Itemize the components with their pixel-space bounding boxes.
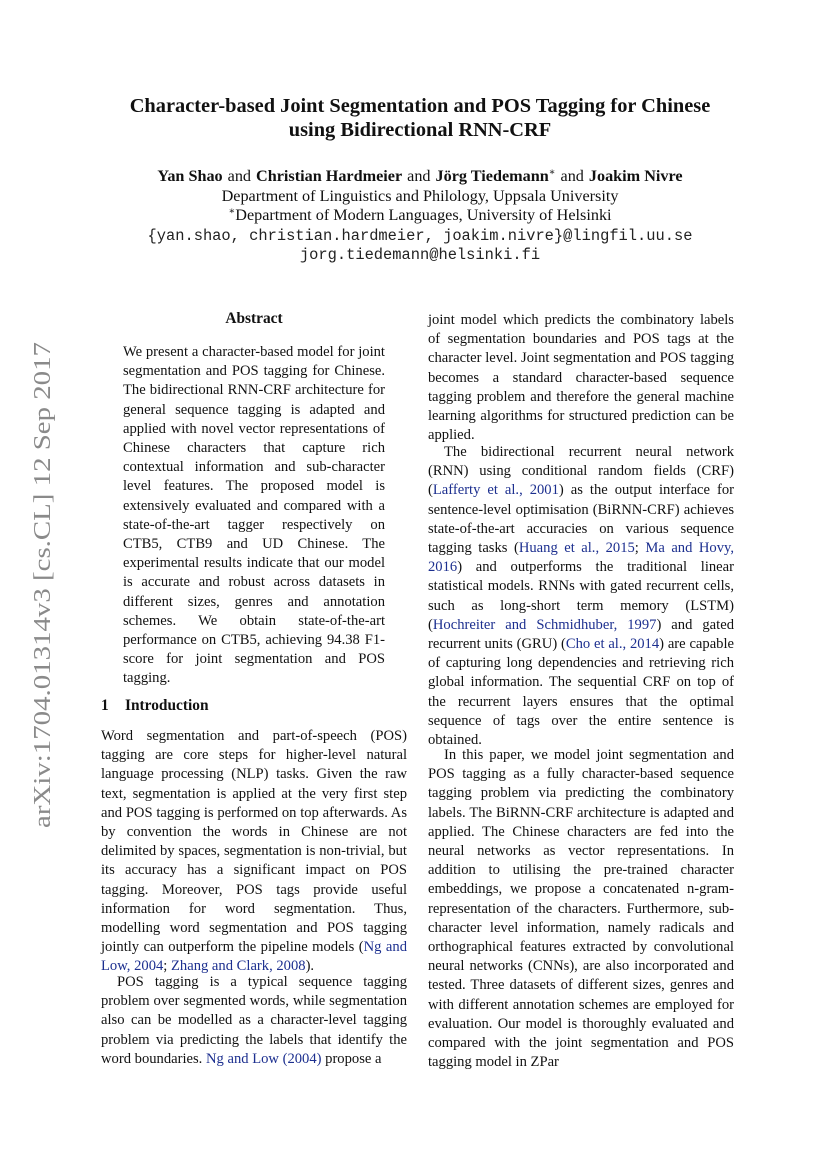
author-name: Christian Hardmeier: [256, 167, 403, 185]
citation-link[interactable]: Ng and Low, 2004: [101, 939, 407, 975]
right-paragraph-1: joint model which predicts the combinatory labels of segmentation boundaries and POS tags at the character level. Joint segmentation and POS tagging becomes a standard character-based sequence tagging problem and therefore the general machine learning algorithms for structured prediction can be applied.: [428, 312, 734, 444]
author-separator: and: [407, 167, 431, 185]
abstract-text: We present a character-based model for joint segmentation and POS tagging for Chinese. The bidirectional RNN-CRF architecture for general sequence tagging is adapted and applied with novel vector representations of Chinese characters that capture rich contextual information and sub-character level features. The proposed model is extensively evaluated and compared with a state-of-the-art tagger respectively on CTB5, CTB9 and UD Chinese. The experimental results indicate that our model is accurate and robust across datasets in different sizes, genres and annotation schemes. We obtain state-of-the-art performance on CTB5, achieving 94.38 F1-score for joint segmentation and POS tagging.: [123, 344, 385, 687]
right-p2-text: ) are capable of capturing long dependencies and retrieving rich global information. The sequential CRF on top of the recurrent layers ensures that the optimal sequence of tags over the entire sentence is obtained.: [428, 636, 734, 749]
arxiv-stamp: [20, 340, 60, 830]
section-title: Introduction: [125, 697, 209, 714]
affiliation-2: [100, 205, 740, 225]
author-name: Jörg Tiedemann: [435, 167, 549, 185]
intro-p2-text: POS tagging is a typical sequence tagging problem over segmented words, while segmentation also can be modelled as a character-level tagging problem via predicting the labels that identify the word boundaries.: [101, 974, 407, 1067]
abstract-heading: Abstract: [225, 310, 283, 327]
intro-p1-end: ).: [305, 958, 315, 975]
citation-link[interactable]: Lafferty et al., 2001: [432, 482, 559, 499]
affiliation-1: Department of Linguistics and Philology, Uppsala University: [221, 187, 619, 205]
intro-paragraph-1: [101, 727, 407, 977]
affiliation-mark: ∗: [228, 206, 236, 217]
right-p2-text: ) and gated recurrent units (GRU) (: [428, 616, 734, 653]
author-name: Joakim Nivre: [588, 167, 683, 185]
right-p2-text: ) and outperforms the traditional linear statistical models. RNNs with gated recurrent cells, such as long-short term memory (LSTM) (: [428, 559, 734, 633]
email-line-2: jorg.tiedemann@helsinki.fi: [299, 246, 541, 264]
section-number: 1: [101, 697, 109, 714]
author-list: [100, 166, 740, 186]
affiliation-2-text: Department of Modern Languages, University of Helsinki: [235, 206, 612, 224]
title-line-2: using Bidirectional RNN-CRF: [288, 119, 552, 141]
right-paragraph-3: In this paper, we model joint segmentation and POS tagging as a fully character-based sequence tagging problem via predicting the combinatory labels. The BiRNN-CRF architecture is adapted and applied. The Chinese characters are fed into the neural networks as vector representations. In addition to utilising the pre-trained character embeddings, we propose a concatenated n-gram-representation of the characters. Furthermore, sub-character level information, namely radicals and orthographical features extracted by convolutional neural networks (CNNs), are also incorporated and tested. Three datasets of different sizes, genres and with different annotation schemes are employed for evaluation. Our model is thoroughly evaluated and compared with the joint segmentation and POS tagging model in ZPar: [428, 747, 734, 1071]
intro-paragraph-2: [101, 973, 407, 1069]
intro-p2-end: propose a: [321, 1050, 382, 1067]
citation-link[interactable]: Hochreiter and Schmidhuber, 1997: [432, 616, 657, 633]
intro-p1-text: Word segmentation and part-of-speech (POS) tagging are core steps for higher-level natural language processing (NLP) tasks. Given the raw text, segmentation is applied at the very first step and POS tagging is performed on top afterwards. As by convention the words in Chinese are not delimited by spaces, segmentation is non-trivial, but its accuracy has a significant impact on POS tagging. Moreover, POS tags provide useful information for word segmentation. Thus, modelling word segmentation and POS tagging jointly can outperform the pipeline models (: [101, 728, 407, 956]
right-p2-text: ) as the output interface for sentence-level optimisation (BiRNN-CRF) achieves state-of-the-art accuracies on various sequence tagging tasks (: [428, 482, 735, 557]
email-line-1: {yan.shao, christian.hardmeier, joakim.nivre}@lingfil.uu.se: [147, 227, 693, 245]
citation-link[interactable]: Ng and Low (2004): [205, 1050, 322, 1067]
citation-separator: ;: [634, 540, 646, 557]
author-name: Yan Shao: [157, 167, 223, 185]
title-line-1: Character-based Joint Segmentation and POS Tagging for Chinese: [129, 95, 711, 117]
citation-link[interactable]: Zhang and Clark, 2008: [171, 958, 306, 975]
right-p2-text: The bidirectional recurrent neural network (RNN) using conditional random fields (CRF) (: [428, 444, 734, 499]
section-heading: [101, 697, 209, 715]
citation-separator: ;: [163, 958, 171, 975]
citation-link[interactable]: Huang et al., 2015: [518, 540, 635, 557]
citation-link[interactable]: Ma and Hovy, 2016: [428, 540, 735, 576]
author-separator: and: [227, 167, 252, 185]
citation-link[interactable]: Cho et al., 2014: [565, 636, 660, 653]
author-separator: and: [560, 167, 584, 185]
author-mark: ∗: [548, 167, 556, 178]
paper-title: [100, 94, 740, 142]
right-paragraph-2: [428, 443, 734, 750]
arxiv-stamp-text: arXiv:1704.01314v3 [cs.CL] 12 Sep 2017: [29, 414, 56, 828]
